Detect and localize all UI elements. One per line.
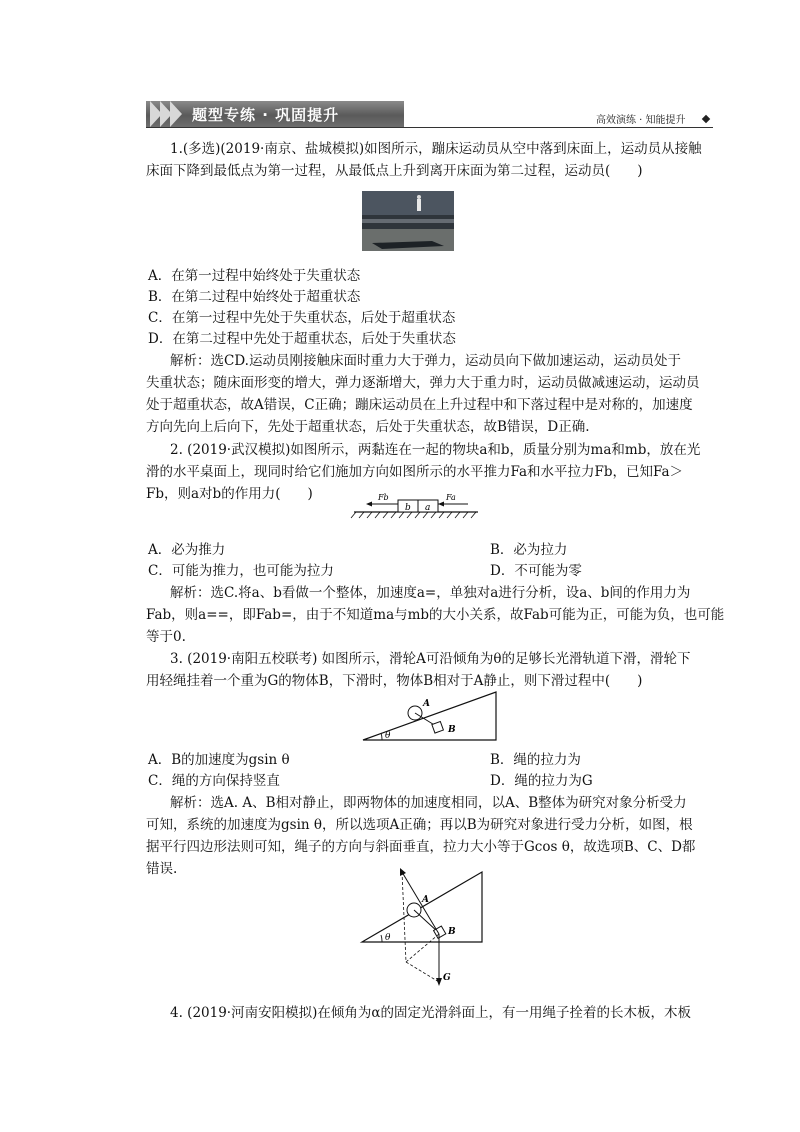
q3-force-label-g: G — [443, 973, 451, 983]
q3-analysis-line4: 错误. — [146, 861, 178, 877]
q2-option-c: C．可能为推力，也可能为拉力 — [148, 563, 334, 579]
q2-figure — [350, 490, 482, 522]
q3-force-diagram — [358, 862, 486, 990]
diamond-icon — [702, 115, 710, 123]
chevron-icon — [170, 101, 182, 127]
q1-stem-line2: 床面下降到最低点为第一过程，从最低点上升到离开床面为第二过程，运动员( ) — [146, 163, 643, 179]
q1-analysis-line4: 方向先向上后向下，先处于超重状态，后处于失重状态，故B错误，D正确. — [146, 419, 590, 435]
q3-figure — [360, 688, 500, 744]
q3-label-theta: θ — [385, 731, 391, 741]
q3-label-a: A — [423, 699, 430, 709]
q3-stem-line2: 用轻绳挂着一个重为G的物体B，下滑时，物体B相对于A静止，则下滑过程中( ) — [146, 673, 643, 689]
q3-force-label-b: B — [448, 927, 456, 937]
arrow-left-icon — [438, 502, 444, 507]
q2-stem-line1: 2. (2019·武汉模拟)如图所示，两黏连在一起的物块a和b，质量分别为ma和mb，放在光 — [170, 442, 701, 458]
q3-label-b: B — [448, 725, 456, 735]
q2-label-fa: Fa — [446, 493, 456, 502]
q3-analysis-line2: 可知，系统的加速度为gsin θ，所以选项A正确；再以B为研究对象进行受力分析，如图，根 — [146, 817, 693, 833]
q4-stem-line1: 4. (2019·河南安阳模拟)在倾角为α的固定光滑斜面上，有一用绳子拴着的长木板，木板 — [170, 1005, 691, 1021]
section-banner — [146, 101, 404, 127]
arrow-left-icon — [366, 502, 372, 507]
q1-analysis-line1: 解析：选CD.运动员刚接触床面时重力大于弹力，运动员向下做加速运动，运动员处于 — [170, 353, 681, 369]
q3-option-d: D．绳的拉力为G — [490, 773, 593, 789]
q2-label-fb: Fb — [378, 493, 389, 502]
q1-stem-line1: 1.(多选)(2019·南京、盐城模拟)如图所示，蹦床运动员从空中落到床面上，运动员从接触 — [170, 141, 702, 157]
q3-analysis-line3: 据平行四边形法则可知，绳子的方向与斜面垂直，拉力大小等于Gcos θ，故选项B、C、D都 — [146, 839, 696, 855]
q1-option-b: B．在第二过程中始终处于超重状态 — [148, 289, 361, 305]
q2-option-b: B．必为拉力 — [490, 542, 568, 558]
q2-analysis-line2: Fab，则a==，即Fab=，由于不知道ma与mb的大小关系，故Fab可能为正，可能为负，也可能 — [146, 607, 725, 623]
q3-option-a: A．B的加速度为gsin θ — [148, 752, 290, 768]
q1-analysis-line2: 失重状态；随床面形变的增大，弹力逐渐增大，弹力大于重力时，运动员做减速运动，运动员 — [146, 375, 700, 391]
header-rule — [146, 127, 713, 128]
q3-stem-line1: 3. (2019·南阳五校联考) 如图所示，滑轮A可沿倾角为θ的足够长光滑轨道下滑，滑轮下 — [170, 651, 691, 667]
q2-label-b: b — [405, 503, 411, 513]
q2-option-d: D．不可能为零 — [490, 563, 582, 579]
q1-option-d: D．在第二过程中先处于超重状态，后处于失重状态 — [148, 331, 456, 347]
arrow-up-icon — [400, 868, 406, 876]
q2-analysis-line1: 解析：选C.将a、b看做一个整体，加速度a=，单独对a进行分析，设a、b间的作用力为 — [170, 585, 691, 601]
q2-label-a: a — [425, 503, 431, 513]
q1-analysis-line3: 处于超重状态，故A错误，C正确；蹦床运动员在上升过程中和下落过程中是对称的，加速度 — [146, 397, 693, 413]
q3-analysis-line1: 解析：选A. A、B相对静止，即两物体的加速度相同，以A、B整体为研究对象分析受力 — [170, 795, 687, 811]
section-title: 题型专练 · 巩固提升 — [192, 106, 340, 124]
header-right-tag: 高效演练 · 知能提升 — [596, 115, 686, 126]
q3-force-label-a: A — [422, 895, 429, 905]
q3-option-b: B．绳的拉力为 — [490, 752, 581, 768]
q2-stem-line2: 滑的水平桌面上，现同时给它们施加方向如图所示的水平推力Fa和水平拉力Fb，已知Fa＞ — [146, 464, 684, 480]
trampoline-photo — [362, 191, 454, 251]
q2-analysis-line3: 等于0. — [146, 629, 186, 645]
q3-option-c: C．绳的方向保持竖直 — [148, 773, 280, 789]
q2-stem-line3: Fb，则a对b的作用力( ) — [146, 486, 313, 502]
q2-option-a: A．必为推力 — [148, 542, 226, 558]
q3-force-label-theta: θ — [385, 933, 391, 943]
q1-option-a: A．在第一过程中始终处于失重状态 — [148, 268, 361, 284]
trampoline-photo-drawing — [362, 191, 454, 251]
q1-option-c: C．在第一过程中先处于失重状态，后处于超重状态 — [148, 310, 456, 326]
